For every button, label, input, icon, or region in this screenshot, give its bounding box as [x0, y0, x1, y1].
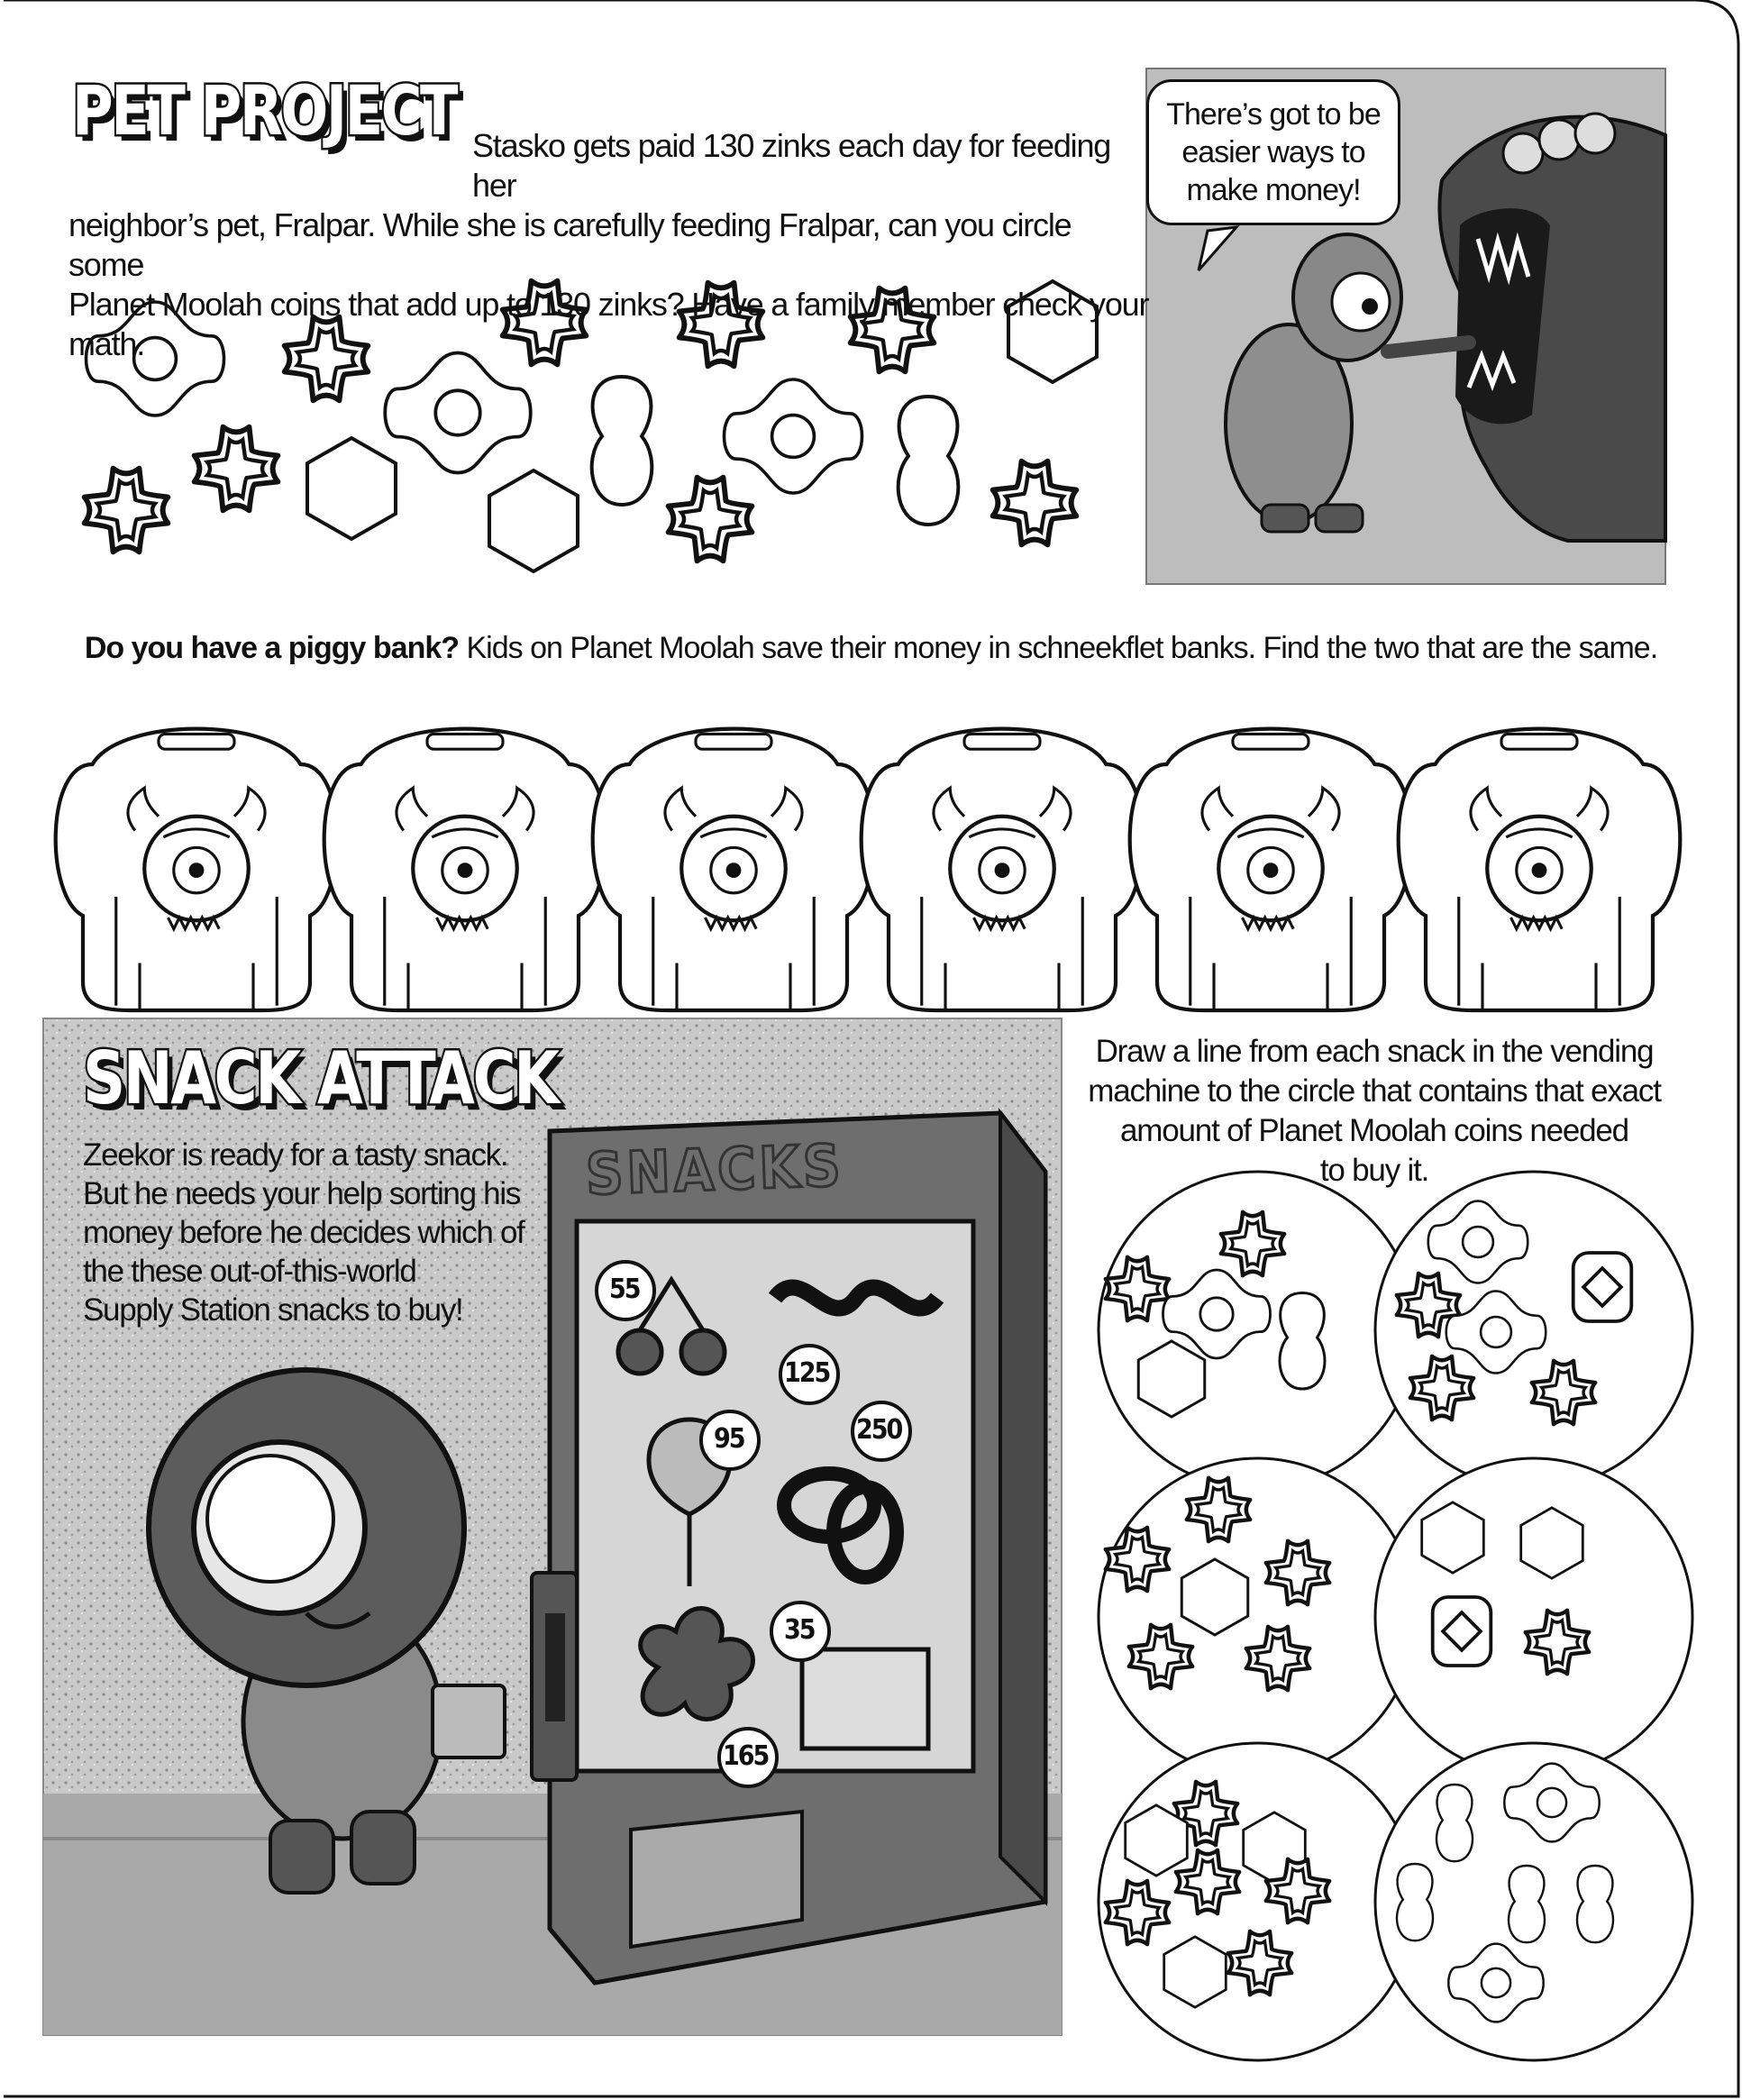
pet-intro-line-1: Stasko gets paid 130 zinks each day for feeding her: [472, 127, 1111, 204]
pet-intro-line-2: neighbor’s pet, Fralpar. While she is carefully feeding Fralpar, can you circle some: [68, 206, 1072, 283]
piggy-bank-instruction: [0, 631, 1742, 666]
price-badge-165: 165: [723, 1740, 769, 1772]
vending-instruction-line-2: machine to the circle that contains that exact: [1088, 1073, 1661, 1109]
price-badge-55: 55: [609, 1274, 640, 1305]
price-badge-125: 125: [784, 1357, 830, 1389]
vending-instruction-line-1: Draw a line from each snack in the vending: [1095, 1034, 1654, 1069]
snack-intro-line-3: money before he decides which of: [83, 1215, 524, 1250]
pet-intro-line-3: Planet Moolah coins that add up to 130 zinks? Have a family member check your math.: [68, 286, 1149, 362]
price-badge-95: 95: [714, 1423, 744, 1455]
vending-machine-sign: SNACKS: [584, 1133, 845, 1209]
snack-intro-line-5: Supply Station snacks to buy!: [83, 1292, 463, 1328]
snack-intro-line-4: the these out-of-this-world: [83, 1254, 416, 1289]
snack-attack-intro: [83, 1136, 534, 1329]
vending-instruction-line-3: amount of Planet Moolah coins needed: [1120, 1113, 1628, 1148]
snack-attack-title: SNACK ATTACK: [83, 1036, 558, 1120]
snack-intro-line-1: Zeekor is ready for a tasty snack.: [83, 1137, 508, 1173]
pet-project-intro: [68, 126, 1150, 364]
pet-project-title: PET PROJECT: [72, 70, 457, 151]
speech-bubble: There’s got to be easier ways to make money!: [1146, 79, 1400, 225]
vending-instruction-line-4: to buy it.: [1319, 1153, 1429, 1188]
snack-intro-line-2: But he needs your help sorting his: [83, 1176, 521, 1211]
price-badge-35: 35: [784, 1614, 815, 1646]
piggy-bank-text: Kids on Planet Moolah save their money in schneekflet banks. Find the two that are the same.: [459, 631, 1658, 665]
vending-instruction: [1077, 1032, 1672, 1191]
piggy-bank-question: Do you have a piggy bank?: [84, 631, 460, 665]
price-badge-250: 250: [856, 1414, 902, 1446]
